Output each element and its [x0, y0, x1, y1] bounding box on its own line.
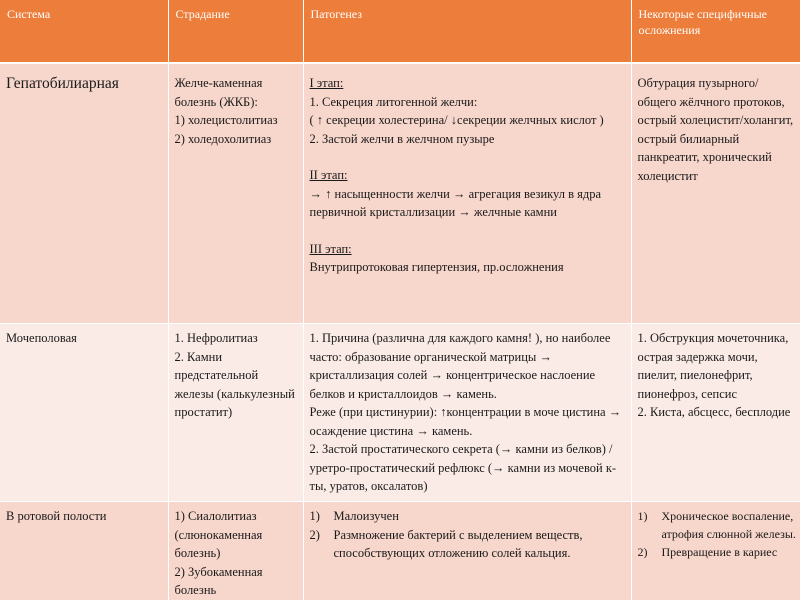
list-item: [638, 543, 797, 561]
cell-disease: [168, 324, 303, 502]
cell-system: [0, 324, 168, 502]
table-row-oral: [0, 502, 800, 601]
complication-line: 2. Киста, абсцесс, бесплодие: [637, 405, 791, 419]
list-number: 1): [309, 509, 320, 523]
pathogenesis-line: 2. Застой желчи в желчном пузыре: [309, 131, 495, 146]
pathogenesis-line: → ↑ насыщенности желчи → агрегация везикул в ядра первичной кристаллизации → желчные камни: [309, 186, 602, 219]
system-name: Гепатобилиарная: [6, 75, 119, 92]
list-number: 2): [309, 527, 320, 542]
header-row: [0, 0, 800, 63]
table-row-hepatobiliary: [0, 63, 800, 324]
stage-title: II этап:: [309, 168, 348, 182]
header-complications: Некоторые специфичные осложнения: [631, 0, 800, 63]
cell-pathogenesis: [303, 502, 631, 601]
cell-complications: [631, 502, 800, 601]
stage-title: I этап:: [309, 76, 344, 90]
stage-title: III этап:: [309, 241, 352, 256]
disease-line: 1) Сиалолитиаз (слюнокаменная болезнь): [174, 509, 263, 560]
disease-line: 1) холецистолитиаз: [174, 113, 278, 127]
pathogenesis-line: ( ↑ секреции холестерина/ ↓секреции желчных кислот ): [309, 113, 604, 127]
list-item: [310, 507, 627, 526]
cell-disease: [168, 502, 303, 601]
disease-line: 2. Камни предстательной железы (калькулезный простатит): [174, 349, 295, 419]
cell-disease: [168, 63, 303, 324]
disease-line: 1. Нефролитиаз: [174, 331, 258, 345]
pathogenesis-line: Внутрипротоковая гипертензия, пр.осложнения: [309, 260, 564, 274]
list-text: Малоизучен: [333, 509, 399, 523]
cell-system: [0, 502, 168, 601]
disease-line: Желче-каменная болезнь (ЖКБ):: [174, 76, 263, 109]
cell-complications: [631, 63, 800, 324]
complication-line: 1. Обструкция мочеточника, острая задержка мочи, пиелит, пиелонефрит, пионефроз, сепсис: [637, 331, 789, 401]
complications-text: Обтурация пузырного/общего жёлчного протоков, острый холецистит/холангит, острый билиарный панкреатит, хронический холецистит: [637, 76, 794, 183]
system-name: Мочеполовая: [6, 331, 77, 345]
cell-pathogenesis: [303, 324, 631, 502]
header-disease: Страдание: [168, 0, 303, 63]
disease-line: 2) Зубокаменная болезнь: [174, 564, 263, 597]
list-item: [638, 507, 797, 543]
header-system: Система: [0, 0, 168, 63]
list-number: 1): [637, 509, 648, 523]
list-text: Хроническое воспаление, атрофия слюнной железы.: [661, 509, 796, 541]
pathogenesis-list: [310, 507, 627, 563]
cell-system: [0, 63, 168, 324]
pathogenesis-line: 1. Секреция литогенной желчи:: [309, 94, 478, 109]
disease-line: 2) холедохолитиаз: [174, 131, 272, 146]
complications-list: [638, 507, 797, 561]
list-text: Размножение бактерий с выделением веществ, способствующих отложению солей кальция.: [333, 527, 583, 560]
system-name: В ротовой полости: [6, 509, 107, 523]
table-row-urogenital: [0, 324, 800, 502]
header-pathogenesis: Патогенез: [303, 0, 631, 63]
list-number: 2): [637, 545, 648, 559]
list-text: Превращение в кариес: [661, 545, 778, 559]
pathogenesis-line: 1. Причина (различна для каждого камня! ), но наиболее часто: образование органической матрицы → кристаллизация солей → концентрическое наслоение белков и кристаллоидов → камень.: [309, 331, 611, 401]
pathogenesis-line: 2. Застой простатического секрета (→ камни из белков) / уретро-простатический рефлюкс (→ камни из мочевой к-ты, уратов, оксалатов): [309, 442, 617, 493]
list-item: [310, 526, 627, 563]
cell-pathogenesis: [303, 63, 631, 324]
pathogenesis-line: Реже (при цистинурии): ↑концентрации в моче цистина → осаждение цистина → камень.: [309, 405, 622, 438]
cell-complications: [631, 324, 800, 502]
